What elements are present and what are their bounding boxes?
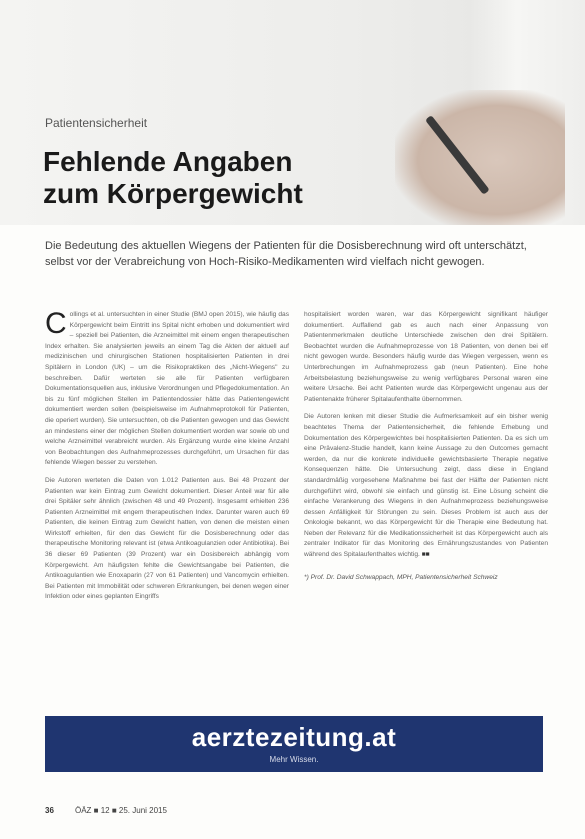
article-column-left bbox=[45, 307, 289, 610]
title-line-2: zum Körpergewicht bbox=[43, 178, 303, 209]
title-line-1: Fehlende Angaben bbox=[43, 146, 293, 177]
author-note: *) Prof. Dr. David Schwappach, MPH, Patientensicherheit Schweiz bbox=[304, 573, 498, 581]
drop-cap: C bbox=[45, 307, 67, 340]
paragraph bbox=[45, 307, 289, 469]
paragraph: Die Autoren werteten die Daten von 1.012 Patienten aus. Bei 48 Prozent der Patienten war kein Eintrag zum Gewicht dokumentiert. Dieser Anteil war für alle drei Spitäler sehr ähnlich (zwischen 48 und 49 Prozent). Insgesamt erhielten 236 Patienten Arzneimittel mit engem therapeutischen Index. Darunter waren auch 69 Patienten, die keinen Eintrag zum Gewicht hatten, von denen die meisten einen Wirkstoff erhielten, für den das Gewicht für die Dosisberechnung oder das therapeutische Monitoring relevant ist (etwa Antikoagulanzien oder Antibiotika). Bei 36 dieser 69 Patienten (39 Prozent) war ein Dosisbereich abhängig vom Körpergewicht. Am häufigsten fehlte die Gewichtsangabe bei Patienten, die Antikoagulantien wie Enoxaparin (27 von 61 Patienten) und Vancomycin erhielten. Bei Patienten mit Immobilität oder schweren Erkrankungen, bei denen wegen einer Infektion oder eines geplanten Eingriffs bbox=[45, 476, 289, 601]
section-label: Patientensicherheit bbox=[45, 116, 148, 130]
page-number: 36 bbox=[45, 806, 54, 815]
paragraph-text: Die Autoren lenken mit dieser Studie die Aufmerksamkeit auf ein bisher wenig beachtetes Thema der Patientensicherheit, die fehlende Erhebung und Dokumentation des Körpergewichtes bei hospitalisierten Patienten. Da es sich um eine Prävalenz-Studie handelt, kann keine Aussage zu den Outcomes gemacht werden, da nur die konkrete individuelle gewichtsbasierte Therapie negative Konsequenzen hätte. Die Untersuchung zeigt, dass diese in England standardmäßig vorgesehene Maßnahme bei fast der Hälfte der Patienten nicht durchgeführt wird, obwohl sie einfach und günstig ist. Eine Lösung scheint die einfache Verankerung des Wiegens in den Aufnahmeprozess beziehungsweise dessen Anfälligkeit für Störungen zu sein. Dieses Problem ist auch aus der Onkologie bekannt, wo das Körpergewicht für die Therapie eine Bedeutung hat. Neben der Relevanz für die Medikationssicherheit ist das Körpergewicht auch als zentraler Indikator für das Monitoring des Ernährungszustandes von Patienten während des Spitalaufenthaltes wichtig. bbox=[304, 413, 548, 559]
lead-paragraph: Die Bedeutung des aktuellen Wiegens der Patienten für die Dosisberechnung wird oft unterschätzt, selbst vor der Verabreichung von Hoch-Risiko-Medikamenten wird vielfach nicht gewogen. bbox=[45, 240, 527, 268]
article-title bbox=[43, 146, 403, 210]
end-mark: ■■ bbox=[421, 551, 430, 559]
paragraph bbox=[304, 412, 548, 560]
article-column-right bbox=[304, 310, 548, 590]
banner-slogan: Mehr Wissen. bbox=[269, 755, 319, 764]
issue-info: ÖÄZ ■ 12 ■ 25. Juni 2015 bbox=[75, 806, 167, 815]
paragraph: hospitalisiert worden waren, war das Körpergewicht signifikant häufiger dokumentiert. Auffallend gab es auch nach einer Anpassung von Patientenmerkmalen deutliche Unterschiede zwischen den drei Spitälern. Beobachtet wurden die Aufnahmeprozesse von 18 Patienten, von denen bei elf nicht gewogen wurde. Besonders häufig wurde das Wiegen vergessen, wenn es Unterbrechungen im Aufnahmeprozess gab (neun Patienten). Eine hohe Arbeitsbelastung beziehungsweise zu wenig verfügbares Personal waren eine weitere Ursache. Bei acht Patienten wurde das Körpergewicht ungenau aus der Patientenakte früherer Spitalaufenthalte übernommen. bbox=[304, 311, 548, 403]
hand-shape bbox=[395, 90, 565, 225]
paragraph-text: ollings et al. untersuchten in einer Studie (BMJ open 2015), wie häufig das Körpergewicht beim Eintritt ins Spital nicht erhoben und dokumentiert wird – speziell bei Patienten, die Arzneimittel mit einem engen therapeutischen Index erhalten. Sie analysierten jeweils an einem Tag die Akten der aktuell auf medizinischen und chirurgischen Stationen hospitalisierten Patienten in drei Spitälern in London (UK) – um die Risikopraktiken des „Nicht-Wiegens" zu beschreiben. Dafür werteten sie alle für Patienten verfügbaren Dokumentationsquellen aus, inklusive Verordnungen und Pflegedokumentation. An bis zu fünf möglichen Stellen im Patientendossier hätte das Patientengewicht dokumentiert werden sollen (beispielsweise im Aufnahmeprotokoll für Patienten, die operiert wurden). Sie untersuchten, ob die Patienten gewogen und das Gewicht an mindestens einer der möglichen Stellen dokumentiert worden war sowie ob und welche Arzneimittel verabreicht wurden. Als Ergänzung wurde eine kleine Anzahl von Beobachtungen des Aufnahmeprozesses durchgeführt, um Ursachen für das fehlende Wiegen besser zu verstehen. bbox=[45, 311, 289, 467]
ad-banner[interactable] bbox=[45, 716, 543, 772]
banner-site-name: aerztezeitung.at bbox=[191, 722, 397, 752]
